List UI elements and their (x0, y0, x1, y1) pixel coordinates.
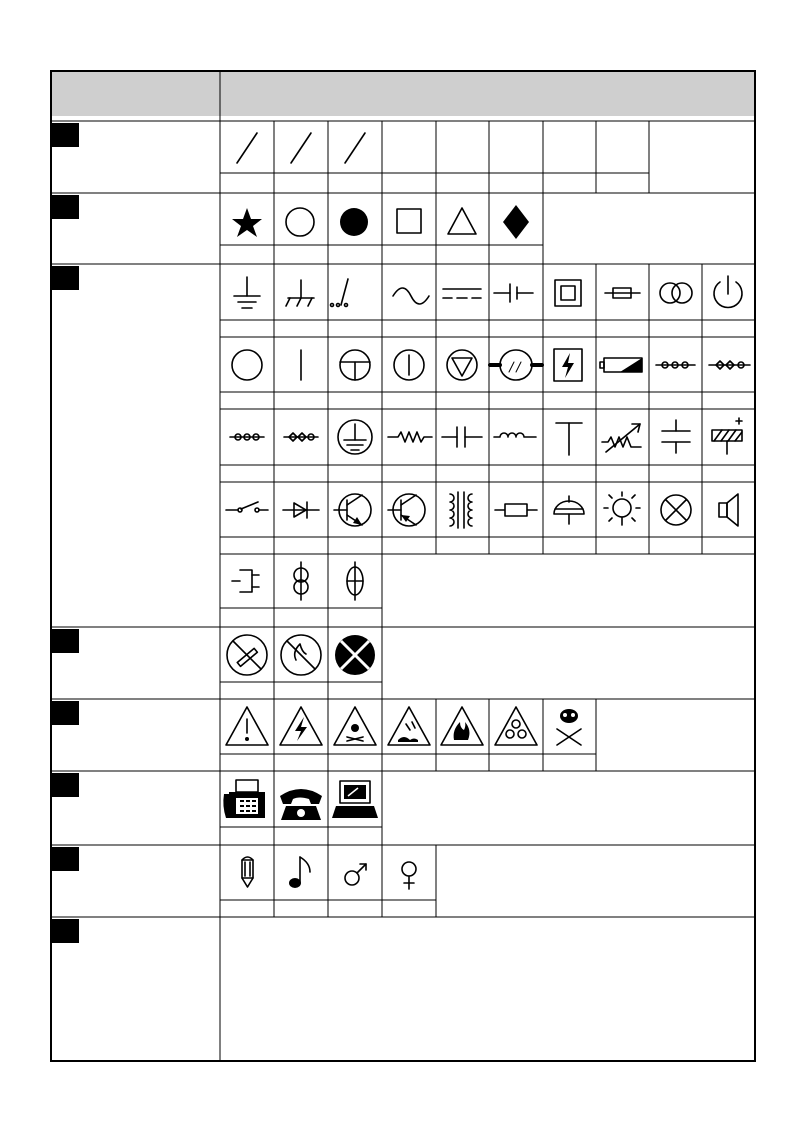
prohibition-symbols (227, 635, 375, 675)
category-marker (51, 773, 79, 797)
signal-ground-icon (331, 279, 349, 307)
no-smoking-icon (227, 635, 267, 675)
resistor-icon (388, 432, 432, 442)
punctuation-symbols (237, 133, 365, 163)
transformer-coil-icon (450, 492, 472, 528)
chassis-ground-icon (286, 280, 314, 306)
electrical-symbols-row-3 (230, 418, 742, 455)
transistor-npn-icon (334, 494, 371, 526)
electrical-symbols-row-5 (232, 562, 363, 600)
current-transformer-2-icon (347, 562, 363, 600)
star-icon (232, 208, 262, 237)
category-marker (51, 123, 79, 147)
warning-flammable-icon (441, 707, 483, 745)
capacitor-plates-icon (662, 420, 690, 453)
circle-outline-icon (286, 208, 314, 236)
shape-symbols (232, 205, 529, 239)
category-marker (51, 266, 79, 290)
connector-3-alt-icon (709, 361, 750, 369)
power-standby-icon (714, 276, 742, 307)
male-icon (345, 864, 366, 885)
transformer-rings-icon (660, 283, 692, 303)
lamp-dome-icon (554, 496, 584, 524)
connector-a-icon (230, 434, 264, 440)
warning-electric-icon (280, 707, 322, 745)
computer-icon (332, 781, 378, 818)
category-marker (51, 701, 79, 725)
warning-symbols (226, 707, 581, 745)
capacitor-icon (442, 427, 482, 447)
electrical-symbols-row-4 (226, 492, 738, 528)
connector-b-icon (284, 433, 318, 441)
lamp-rays-icon (604, 492, 640, 525)
battery-low-icon (600, 358, 642, 372)
slash-icon (237, 133, 257, 163)
current-transformer-1-icon (294, 562, 308, 600)
dc-current-icon (443, 289, 481, 298)
telephone-icon (280, 789, 322, 820)
triangle-outline-icon (448, 208, 476, 234)
connector-3-icon (656, 362, 695, 368)
speaker-icon (719, 494, 738, 526)
electrical-symbols-row-2 (232, 349, 750, 381)
variable-resistor-icon (602, 424, 641, 452)
warning-toxic-icon (334, 707, 376, 745)
fuse-icon (605, 288, 640, 298)
lamp-x-icon (661, 495, 691, 525)
pushbutton-icon (340, 350, 370, 380)
switch-icon (226, 502, 268, 512)
cell-grid (220, 121, 755, 917)
category-markers (51, 123, 79, 943)
protective-earth-icon (338, 420, 372, 454)
electrical-symbols-row-1 (234, 276, 742, 308)
warning-biohazard-icon (495, 707, 537, 745)
category-marker (51, 629, 79, 653)
slash-icon (345, 133, 365, 163)
hatched-ground-icon (712, 418, 742, 454)
high-voltage-box-icon (554, 349, 582, 381)
antenna-t-icon (556, 423, 582, 455)
circle-off-icon (232, 350, 262, 380)
ac-sine-icon (393, 288, 429, 304)
square-outline-icon (397, 209, 421, 233)
ground-icon (234, 277, 260, 308)
diode-icon (283, 502, 319, 518)
table-header (51, 71, 755, 116)
onoff-button-icon (394, 350, 424, 380)
communication-symbols (223, 780, 378, 820)
diamond-filled-icon (503, 205, 529, 239)
warning-exclamation-icon (226, 707, 268, 745)
plug-icon (232, 570, 259, 592)
category-marker (51, 847, 79, 871)
skull-crossbones-icon (557, 709, 581, 745)
lamp-wire-icon (490, 350, 542, 380)
resistor-box-icon (495, 504, 537, 516)
double-insulation-icon (555, 280, 581, 306)
inductor-icon (494, 433, 536, 437)
stop-triangle-icon (447, 350, 477, 380)
category-marker (51, 919, 79, 943)
female-icon (402, 862, 416, 889)
warning-corrosive-icon (388, 707, 430, 745)
pencil-icon (242, 857, 253, 887)
no-entry-x-icon (335, 635, 375, 675)
misc-symbols (242, 857, 416, 889)
slash-icon (291, 133, 311, 163)
fax-icon (223, 780, 265, 818)
music-note-icon (289, 857, 310, 888)
circle-filled-icon (340, 208, 368, 236)
transistor-pnp-icon (388, 494, 425, 526)
no-flame-icon (281, 635, 321, 675)
battery-cell-icon (494, 284, 533, 302)
category-marker (51, 195, 79, 219)
